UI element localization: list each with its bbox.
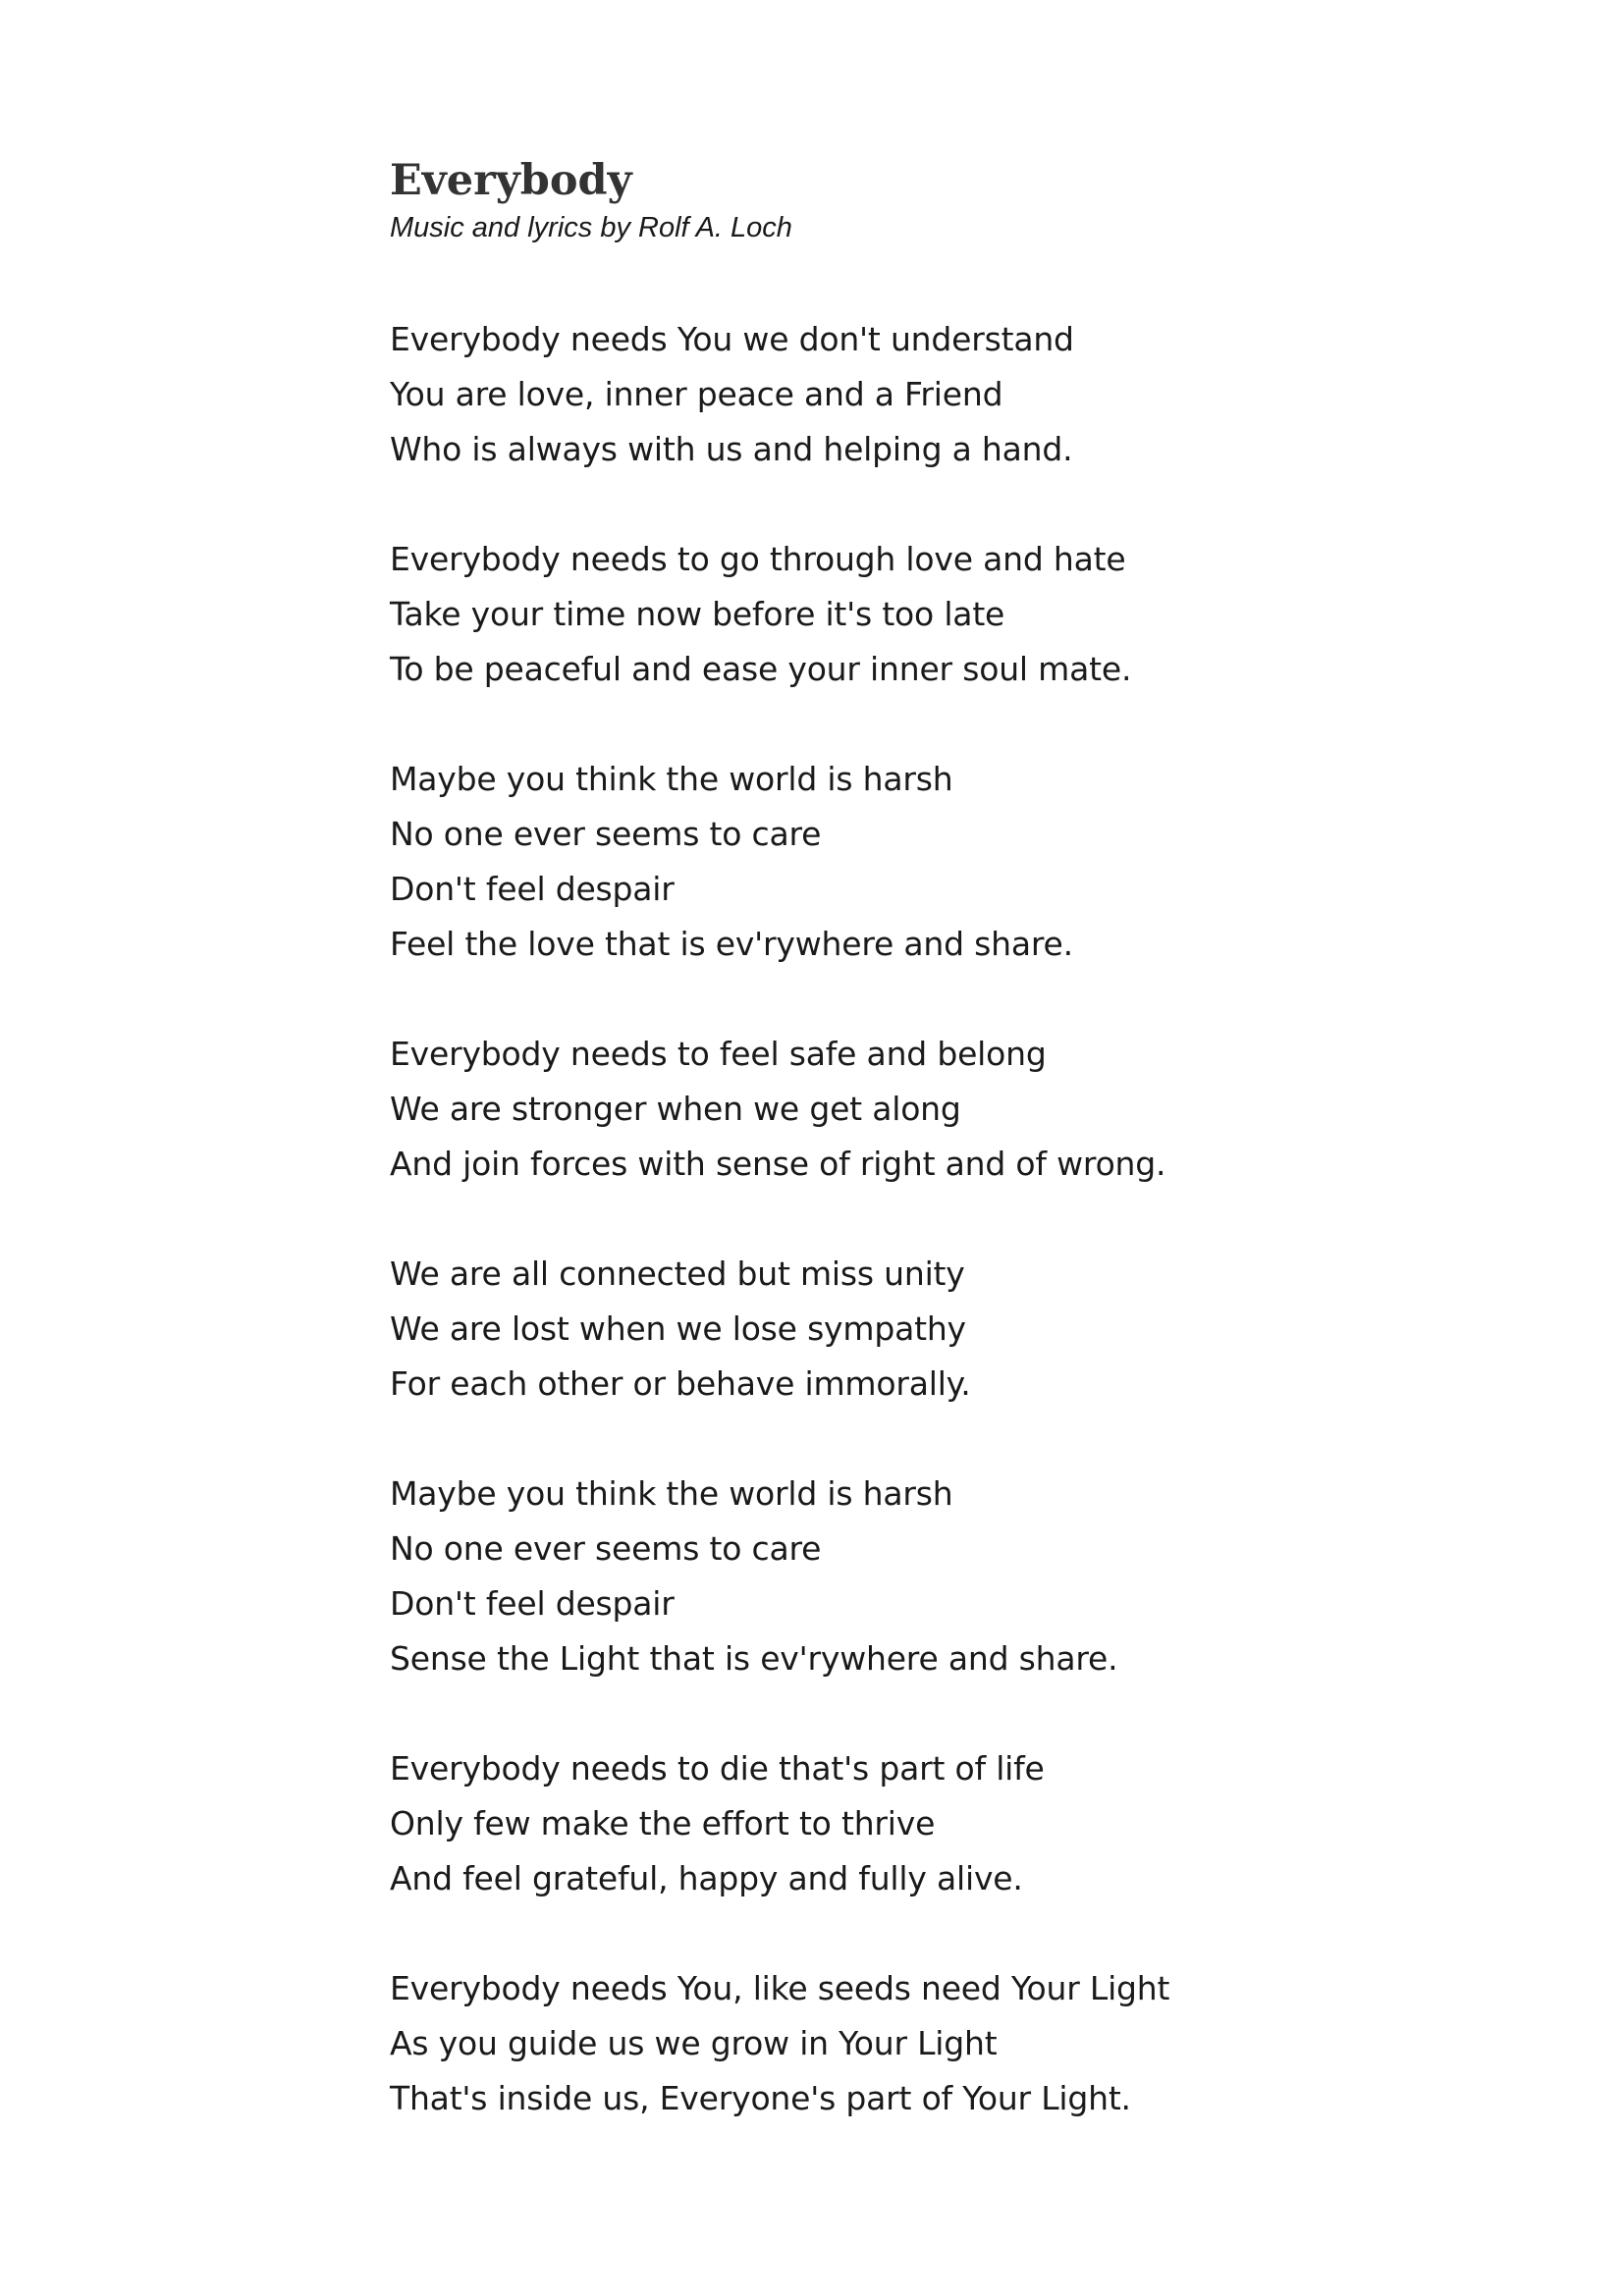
lyric-line: To be peaceful and ease your inner soul mate. bbox=[390, 650, 1132, 688]
lyric-line: No one ever seems to care bbox=[390, 1529, 822, 1568]
lyric-line: Take your time now before it's too late bbox=[390, 595, 1005, 633]
lyric-line: Maybe you think the world is harsh bbox=[390, 760, 953, 798]
lyric-line: Who is always with us and helping a hand. bbox=[390, 430, 1073, 468]
lyric-line: We are lost when we lose sympathy bbox=[390, 1309, 966, 1348]
stanza-4 bbox=[390, 1027, 1519, 1192]
stanza-7 bbox=[390, 1741, 1519, 1906]
lyric-line: And feel grateful, happy and fully alive. bbox=[390, 1859, 1023, 1897]
lyric-line: Maybe you think the world is harsh bbox=[390, 1474, 953, 1513]
stanza-2 bbox=[390, 532, 1519, 697]
lyric-line: Everybody needs to go through love and hate bbox=[390, 540, 1126, 578]
lyric-line: Only few make the effort to thrive bbox=[390, 1804, 936, 1842]
lyrics-page bbox=[390, 152, 1519, 2181]
lyrics-body bbox=[390, 312, 1519, 2126]
lyric-line: You are love, inner peace and a Friend bbox=[390, 375, 1003, 413]
lyric-line: For each other or behave immorally. bbox=[390, 1364, 971, 1403]
lyric-line: Everybody needs You we don't understand bbox=[390, 320, 1074, 358]
lyric-line: Don't feel despair bbox=[390, 1584, 675, 1623]
song-title: Everybody bbox=[390, 156, 632, 205]
song-credits: Music and lyrics by Rolf A. Loch bbox=[390, 212, 792, 243]
lyric-line: No one ever seems to care bbox=[390, 815, 822, 853]
lyric-line: And join forces with sense of right and of wrong. bbox=[390, 1145, 1166, 1183]
stanza-8 bbox=[390, 1961, 1519, 2126]
stanza-6 bbox=[390, 1467, 1519, 1686]
lyric-line: Everybody needs You, like seeds need Your Light bbox=[390, 1969, 1170, 2007]
stanza-3 bbox=[390, 752, 1519, 972]
lyric-line: Feel the love that is ev'rywhere and share. bbox=[390, 925, 1073, 963]
lyric-line: Don't feel despair bbox=[390, 870, 675, 908]
lyric-line: We are all connected but miss unity bbox=[390, 1255, 965, 1293]
stanza-1 bbox=[390, 312, 1519, 477]
lyric-line: Everybody needs to feel safe and belong bbox=[390, 1035, 1047, 1073]
lyric-line: We are stronger when we get along bbox=[390, 1090, 961, 1128]
stanza-5 bbox=[390, 1247, 1519, 1412]
lyric-line: Sense the Light that is ev'rywhere and share. bbox=[390, 1639, 1118, 1678]
lyric-line: That's inside us, Everyone's part of Your Light. bbox=[390, 2079, 1131, 2117]
lyric-line: Everybody needs to die that's part of life bbox=[390, 1749, 1045, 1788]
lyric-line: As you guide us we grow in Your Light bbox=[390, 2024, 998, 2062]
